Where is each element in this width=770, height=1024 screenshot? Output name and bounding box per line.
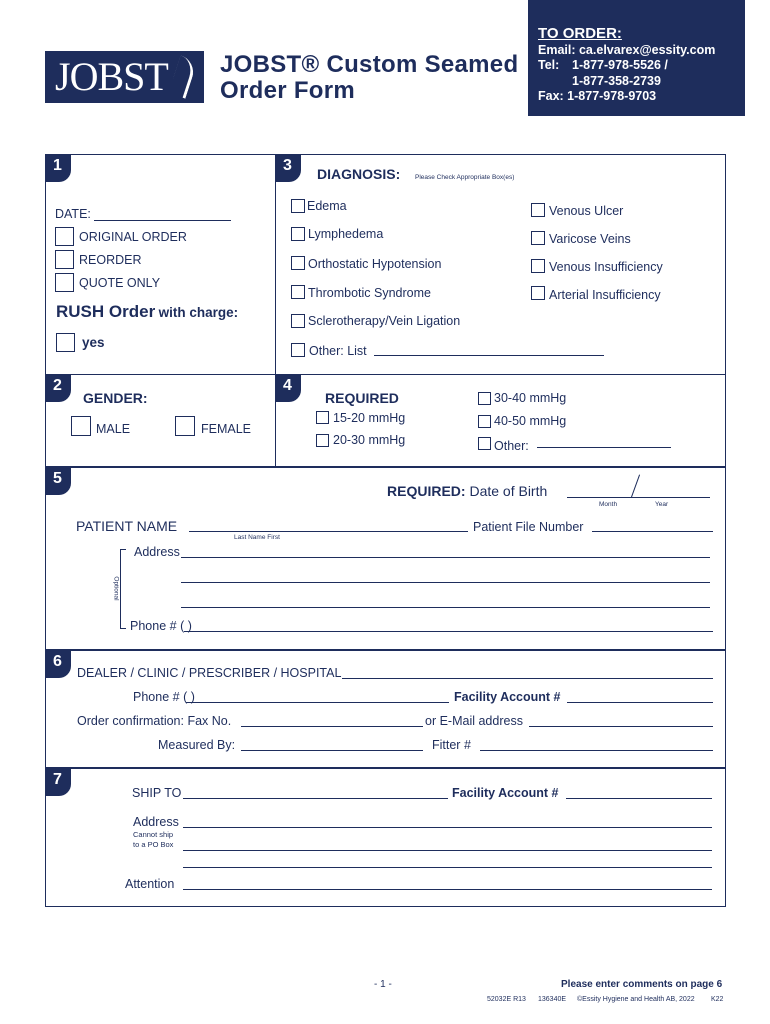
pressure-30-40-label: 30-40 mmHg — [494, 391, 567, 405]
gender-label: GENDER: — [83, 390, 148, 406]
footer-code-1: 52032E R13 — [487, 996, 526, 1003]
order-confirmation-label: Order confirmation: Fax No. — [77, 714, 232, 728]
measured-by-label: Measured By: — [158, 738, 236, 752]
pressure-20-30-checkbox[interactable] — [316, 434, 329, 447]
dob-text: Date of Birth — [469, 483, 548, 499]
fitter-label: Fitter # — [432, 738, 471, 752]
ship-facility-account-label: Facility Account # — [452, 786, 559, 800]
footer-code-2: 136340E — [538, 996, 567, 1003]
venous-insufficiency-label: Venous Insufficiency — [549, 260, 663, 274]
dealer-field[interactable] — [342, 678, 713, 679]
order-email: Email: ca.elvarex@essity.com — [538, 42, 716, 57]
cannot-ship-hint-1: Cannot ship — [133, 830, 174, 839]
order-confirmation-email-field[interactable] — [529, 726, 713, 727]
original-order-label: ORIGINAL ORDER — [79, 230, 187, 244]
section-5-number: 5 — [45, 467, 71, 495]
logo-text: JOBST — [55, 54, 168, 99]
pressure-40-50-label: 40-50 mmHg — [494, 414, 567, 428]
diagnosis-hint: Please Check Appropriate Box(es) — [415, 174, 515, 181]
page-title — [220, 52, 518, 104]
ship-address-field-3[interactable] — [183, 867, 712, 868]
quote-only-label: QUOTE ONLY — [79, 276, 161, 290]
other-diagnosis-field[interactable] — [374, 355, 604, 356]
section-6-number: 6 — [45, 650, 71, 678]
lymphedema-checkbox[interactable] — [291, 227, 305, 241]
horizontal-divider — [45, 374, 726, 375]
pressure-20-30-label: 20-30 mmHg — [333, 433, 406, 447]
patient-address-field-3[interactable] — [181, 607, 710, 608]
dealer-label: DEALER / CLINIC / PRESCRIBER / HOSPITAL — [77, 666, 342, 680]
sclerotherapy-label: Sclerotherapy/Vein Ligation — [308, 314, 461, 328]
dealer-phone-field[interactable] — [186, 702, 449, 703]
footer-copyright: ©Essity Hygiene and Health AB, 2022 — [577, 996, 695, 1003]
arterial-insufficiency-label: Arterial Insufficiency — [549, 288, 661, 302]
patient-address-field-2[interactable] — [181, 582, 710, 583]
date-label: DATE: — [55, 207, 91, 221]
female-checkbox[interactable] — [175, 416, 195, 436]
varicose-veins-label: Varicose Veins — [549, 232, 631, 246]
diagnosis-label: DIAGNOSIS: — [317, 166, 401, 182]
order-fax: Fax: 1-877-978-9703 — [538, 89, 657, 103]
patient-phone-field[interactable] — [184, 631, 713, 632]
or-email-label: or E-Mail address — [425, 714, 523, 728]
to-order-heading: TO ORDER: — [538, 25, 622, 42]
date-field[interactable] — [94, 220, 231, 221]
pressure-15-20-label: 15-20 mmHg — [333, 411, 406, 425]
reorder-checkbox[interactable] — [55, 250, 74, 269]
to-order-box — [528, 0, 745, 116]
pressure-other-checkbox[interactable] — [478, 437, 491, 450]
dealer-phone-paren: ( ) — [183, 690, 195, 704]
venous-ulcer-checkbox[interactable] — [531, 203, 545, 217]
optional-bracket — [120, 549, 126, 629]
dealer-facility-account-label: Facility Account # — [454, 690, 561, 704]
rush-yes-checkbox[interactable] — [56, 333, 75, 352]
attention-field[interactable] — [183, 889, 712, 890]
patient-file-field[interactable] — [592, 531, 713, 532]
patient-phone-label — [130, 619, 192, 633]
measured-by-field[interactable] — [241, 750, 423, 751]
male-checkbox[interactable] — [71, 416, 91, 436]
edema-checkbox[interactable] — [291, 199, 305, 213]
patient-file-label: Patient File Number — [473, 520, 584, 534]
cannot-ship-hint-2: to a PO Box — [133, 840, 174, 849]
original-order-checkbox[interactable] — [55, 227, 74, 246]
orthostatic-hypotension-label: Orthostatic Hypotension — [308, 257, 442, 271]
section-7-number: 7 — [45, 768, 71, 796]
jobst-logo — [45, 51, 204, 103]
ship-address-field-2[interactable] — [183, 850, 712, 851]
patient-address-field-1[interactable] — [181, 557, 710, 558]
arterial-insufficiency-checkbox[interactable] — [531, 286, 545, 300]
footer-code-3: K22 — [711, 996, 724, 1003]
venous-ulcer-label: Venous Ulcer — [549, 204, 624, 218]
male-label: MALE — [96, 422, 131, 436]
title-line2: Order Form — [220, 77, 356, 104]
pressure-30-40-checkbox[interactable] — [478, 392, 491, 405]
patient-phone-text: Phone # — [130, 619, 177, 633]
section-2-number: 2 — [45, 374, 71, 402]
last-name-first-hint: Last Name First — [234, 534, 280, 541]
female-label: FEMALE — [201, 422, 252, 436]
rush-order-text: RUSH Order — [56, 302, 156, 321]
orthostatic-hypotension-checkbox[interactable] — [291, 256, 305, 270]
venous-insufficiency-checkbox[interactable] — [531, 259, 545, 273]
thrombotic-syndrome-checkbox[interactable] — [291, 285, 305, 299]
sclerotherapy-checkbox[interactable] — [291, 314, 305, 328]
ship-address-label: Address — [133, 815, 179, 829]
attention-label: Attention — [125, 877, 175, 891]
optional-label: Optional — [112, 576, 120, 601]
vertical-divider — [275, 154, 276, 467]
section-3-number: 3 — [275, 154, 301, 182]
other-diagnosis-label: Other: List — [309, 344, 367, 358]
quote-only-checkbox[interactable] — [55, 273, 74, 292]
compression-required-label: REQUIRED — [325, 390, 399, 406]
pressure-15-20-checkbox[interactable] — [316, 411, 329, 424]
lymphedema-label: Lymphedema — [308, 227, 384, 241]
patient-address-label: Address — [134, 545, 180, 559]
patient-name-field[interactable] — [189, 531, 468, 532]
comments-note: Please enter comments on page 6 — [561, 979, 723, 990]
ship-address-field-1[interactable] — [183, 827, 712, 828]
leaf-icon — [168, 55, 197, 99]
rush-yes-label: yes — [82, 335, 105, 350]
rush-order-suffix: with charge: — [158, 305, 239, 320]
edema-label: Edema — [307, 199, 347, 213]
title-line1: JOBST® Custom Seamed — [220, 51, 519, 78]
dealer-facility-account-field[interactable] — [567, 702, 713, 703]
other-diagnosis-checkbox[interactable] — [291, 343, 305, 357]
tel-label: Tel: — [538, 58, 560, 72]
dob-year-label: Year — [655, 501, 669, 508]
section-1-number: 1 — [45, 154, 71, 182]
thrombotic-syndrome-label: Thrombotic Syndrome — [308, 286, 431, 300]
pressure-other-label: Other: — [494, 439, 529, 453]
reorder-label: REORDER — [79, 253, 142, 267]
rush-order-label — [56, 302, 238, 322]
section-4-number: 4 — [275, 374, 301, 402]
ship-to-label: SHIP TO — [132, 786, 182, 800]
dob-field[interactable] — [567, 497, 710, 498]
ship-facility-account-field[interactable] — [566, 798, 712, 799]
fitter-field[interactable] — [480, 750, 713, 751]
dealer-phone-text: Phone # — [133, 690, 180, 704]
dob-required: REQUIRED: — [387, 483, 466, 499]
ship-to-field[interactable] — [183, 798, 448, 799]
patient-name-label: PATIENT NAME — [76, 518, 178, 534]
patient-phone-paren: ( ) — [180, 619, 192, 633]
page-number: - 1 - — [374, 979, 392, 990]
order-confirmation-fax-field[interactable] — [241, 726, 423, 727]
tel-1: 1-877-978-5526 / — [572, 58, 668, 72]
dob-label — [387, 483, 547, 499]
dob-month-label: Month — [599, 501, 618, 508]
pressure-40-50-checkbox[interactable] — [478, 415, 491, 428]
pressure-other-field[interactable] — [537, 447, 671, 448]
tel-2: 1-877-358-2739 — [572, 73, 661, 88]
varicose-veins-checkbox[interactable] — [531, 231, 545, 245]
